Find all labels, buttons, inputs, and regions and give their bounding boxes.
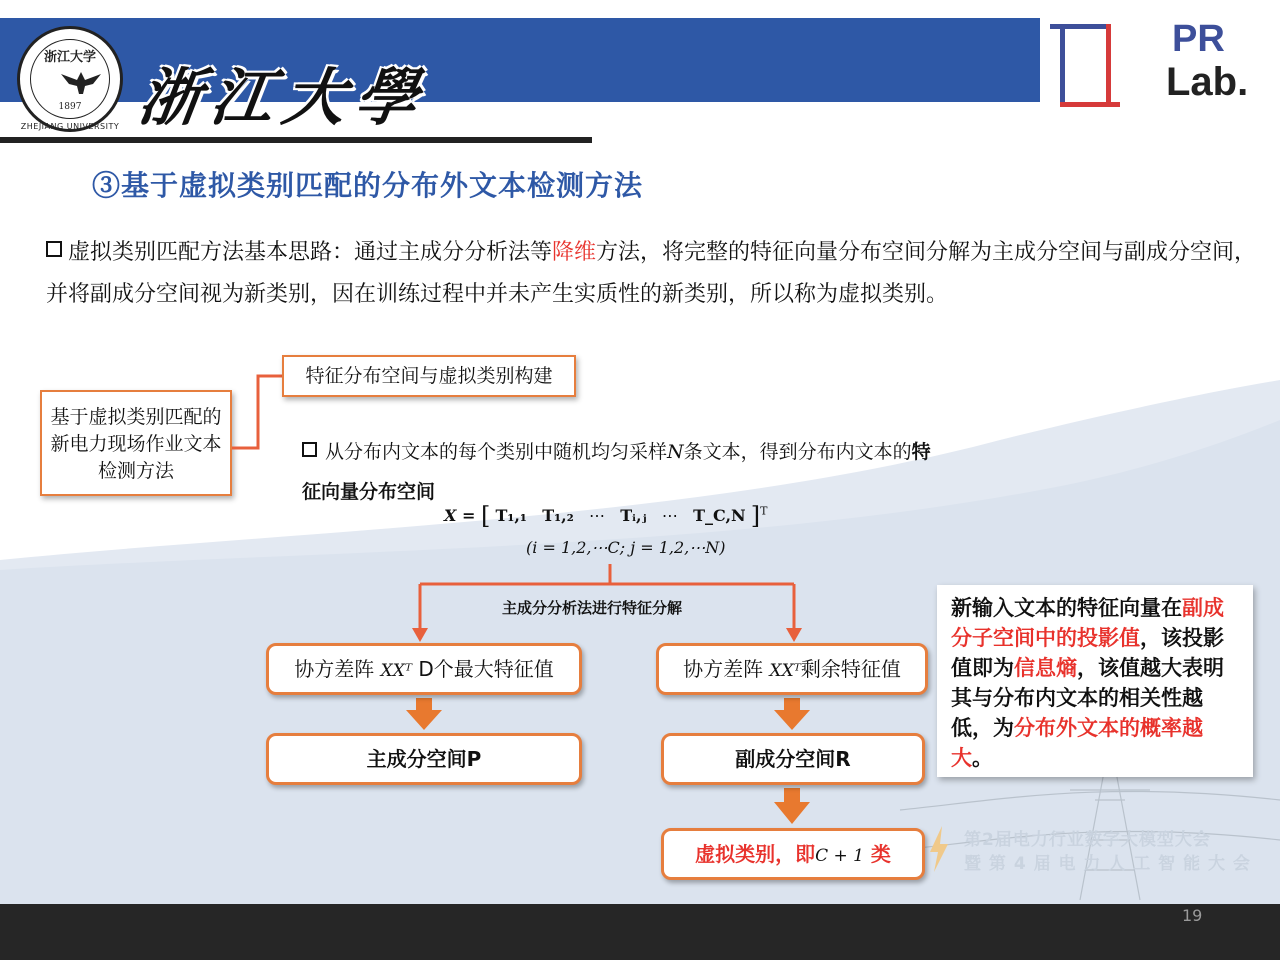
bracket-left: [ — [480, 502, 491, 530]
square-bullet-icon — [46, 241, 62, 257]
formula-el-2: T₁,₂ — [542, 506, 574, 525]
formula-el-3: ⋯ — [588, 506, 605, 525]
feature-matrix-formula — [444, 502, 767, 530]
intro-red-text: 降维 — [552, 240, 597, 265]
cov1-text-1: 协方差阵 — [294, 657, 381, 681]
step-bold-text: 特征向量分布空间 — [302, 441, 931, 503]
formula-el-5: ⋯ — [661, 506, 678, 525]
formula-el-6: T_C,N — [693, 506, 746, 525]
cov1-math: XXᵀ — [380, 661, 412, 681]
cov2-math: XXᵀ — [769, 661, 801, 681]
footer-bar — [0, 904, 1280, 960]
method-box: 基于虚拟类别匹配的新电力现场作业文本检测方法 — [40, 390, 232, 496]
lightning-icon — [928, 826, 950, 872]
university-seal — [17, 26, 123, 132]
conference-watermark — [964, 828, 1251, 876]
callout-text-2: ，该投影值即为 — [951, 626, 1224, 680]
formula-condition: (i = 1,2,⋯C; j = 1,2,⋯N) — [526, 538, 726, 557]
formula-el-1: T₁,₁ — [495, 506, 527, 525]
conference-line-1: 第2届电力行业数字大模型大会 — [964, 830, 1211, 850]
header-rule — [0, 137, 592, 143]
formula-el-4: Tᵢ,ⱼ — [620, 506, 647, 525]
intro-text-2: 方法，将完整的特征向量分布空间分解为主成分空间与副成分空间，并将副成分空间视为新类别，因在训练过程中并未产生实质性的新类别，所以称为虚拟类别。 — [46, 240, 1257, 307]
entropy-callout — [937, 585, 1253, 777]
method-connector — [230, 372, 286, 452]
virtual-math: C + 1 — [815, 846, 864, 866]
sampling-step — [302, 432, 942, 512]
callout-red-2: 信息熵 — [1014, 656, 1077, 680]
callout-red-1: 副成分子空间中的投影值 — [951, 596, 1224, 650]
callout-red-3: 分布外文本的概率越大 — [951, 716, 1203, 770]
seal-ring-text: ZHEJIANG UNIVERSITY — [20, 122, 120, 131]
formula-transpose: T — [760, 504, 768, 518]
seal-inner-ring — [30, 39, 110, 119]
intro-paragraph — [46, 232, 1266, 316]
residual-subspace-box: 副成分空间R — [661, 733, 925, 785]
step-text-2: 条文本，得到分布内文本的 — [683, 441, 912, 463]
principal-subspace-box: 主成分空间P — [266, 733, 582, 785]
seal-top-text: 浙江大学 — [43, 50, 96, 65]
callout-text-4: 。 — [972, 746, 993, 770]
eagle-icon — [59, 68, 103, 96]
cov1-text-2: D个最大特征值 — [411, 657, 554, 681]
conference-line-2: 暨 第 4 届 电 力 人 工 智 能 大 会 — [964, 854, 1251, 874]
intro-text-1: 虚拟类别匹配方法基本思路：通过主成分分析法等 — [68, 240, 553, 265]
cov2-text-2: 剩余特征值 — [800, 657, 901, 681]
covariance-top-d-box — [266, 643, 582, 695]
bracket-right: ] — [750, 502, 761, 530]
formula-lhs: X = — [444, 506, 481, 525]
step-N: N — [667, 441, 684, 463]
virtual-class-box — [661, 828, 925, 880]
slide-title: ③基于虚拟类别匹配的分布外文本检测方法 — [92, 169, 644, 202]
lab-logo-mark — [1050, 20, 1120, 110]
seal-year: 1897 — [58, 102, 82, 112]
pr-lab-logo — [1040, 12, 1270, 114]
callout-text-1: 新输入文本的特征向量在 — [951, 596, 1182, 620]
step-text-1: 从分布内文本的每个类别中随机均匀采样 — [325, 441, 668, 463]
virtual-text-2: 类 — [863, 842, 891, 866]
logo-pr-text: PR — [1172, 18, 1225, 60]
construction-box: 特征分布空间与虚拟类别构建 — [282, 355, 576, 397]
cov2-text-1: 协方差阵 — [683, 657, 770, 681]
university-name: 浙江大學 — [134, 61, 433, 134]
covariance-remaining-box — [656, 643, 928, 695]
virtual-text-1: 虚拟类别，即 — [695, 842, 816, 866]
page-number: 19 — [1182, 906, 1203, 925]
decomposition-label: 主成分分析法进行特征分解 — [502, 599, 683, 617]
logo-lab-text: Lab. — [1166, 60, 1249, 104]
square-bullet-icon — [302, 442, 317, 457]
callout-text-3: ，该值越大表明其与分布内文本的相关性越低，为 — [951, 656, 1224, 740]
